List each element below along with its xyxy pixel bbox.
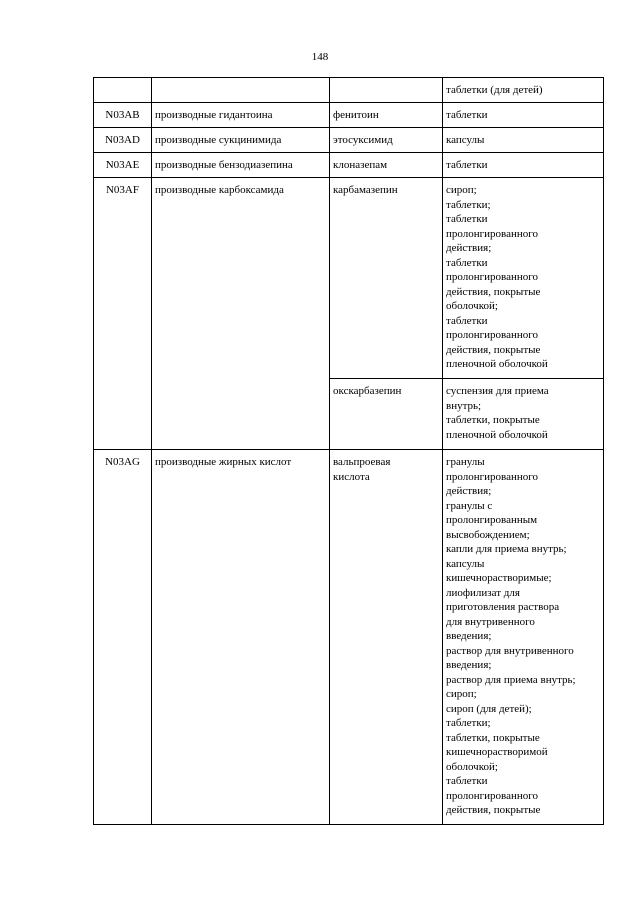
dosage-form-cell: таблетки <box>443 153 604 178</box>
drug-cell <box>330 78 443 103</box>
drug-cell: вальпроевая кислота <box>330 450 443 825</box>
table-row <box>94 78 604 103</box>
drug-cell: этосуксимид <box>330 128 443 153</box>
atc-code-cell: N03AE <box>94 153 152 178</box>
dosage-form-cell: гранулы пролонгированного действия; гранулы с пролонгированным высвобождением; капли для приема внутрь; капсулы кишечнорастворимые; лиофилизат для приготовления раствора для внутривенного введения; раствор для внутривенного введения; раствор для приема внутрь; сироп; сироп (для детей); таблетки; таблетки, покрытые кишечнорастворимой оболочкой; таблетки пролонгированного действия, покрытые <box>443 450 604 825</box>
group-cell <box>152 78 330 103</box>
group-cell: производные гидантоина <box>152 103 330 128</box>
group-cell: производные бензодиазепина <box>152 153 330 178</box>
drug-table-container <box>93 77 603 825</box>
dosage-form-cell: сироп; таблетки; таблетки пролонгированного действия; таблетки пролонгированного действия, покрытые оболочкой; таблетки пролонгированного действия, покрытые пленочной оболочкой <box>443 178 604 379</box>
table-row <box>94 178 604 379</box>
atc-code-cell: N03AB <box>94 103 152 128</box>
drug-cell: клоназепам <box>330 153 443 178</box>
dosage-form-cell: таблетки (для детей) <box>443 78 604 103</box>
table-row <box>94 450 604 825</box>
drug-table <box>93 77 604 825</box>
dosage-form-cell: таблетки <box>443 103 604 128</box>
group-cell: производные сукцинимида <box>152 128 330 153</box>
drug-cell: окскарбазепин <box>330 379 443 450</box>
drug-cell: карбамазепин <box>330 178 443 379</box>
atc-code-cell: N03AD <box>94 128 152 153</box>
drug-cell: фенитоин <box>330 103 443 128</box>
table-row <box>94 128 604 153</box>
dosage-form-cell: суспензия для приема внутрь; таблетки, покрытые пленочной оболочкой <box>443 379 604 450</box>
atc-code-cell: N03AF <box>94 178 152 450</box>
table-row <box>94 103 604 128</box>
dosage-form-cell: капсулы <box>443 128 604 153</box>
atc-code-cell: N03AG <box>94 450 152 825</box>
group-cell: производные карбоксамида <box>152 178 330 450</box>
group-cell: производные жирных кислот <box>152 450 330 825</box>
table-row <box>94 153 604 178</box>
page-number: 148 <box>311 51 329 63</box>
atc-code-cell <box>94 78 152 103</box>
